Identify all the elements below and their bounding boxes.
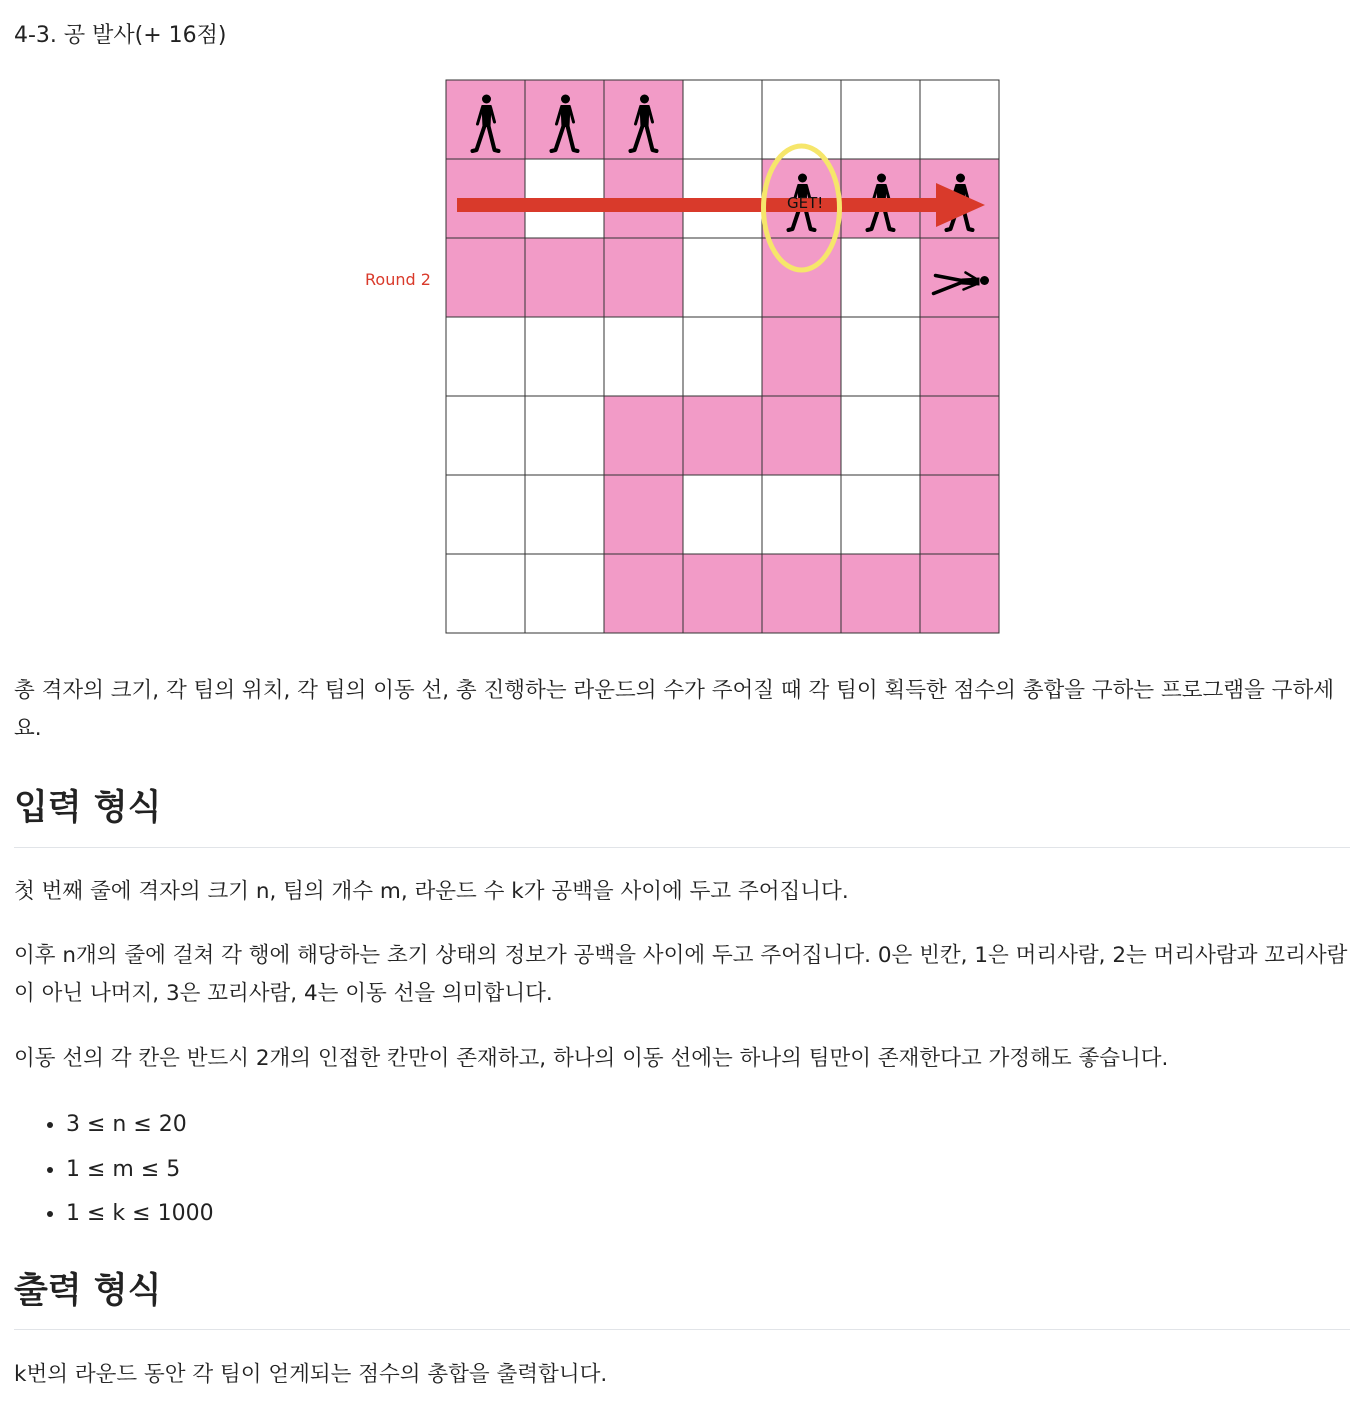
empty-cell: [604, 317, 683, 396]
path-cell: [604, 238, 683, 317]
path-cell: [762, 396, 841, 475]
input-paragraph: 이동 선의 각 칸은 반드시 2개의 인접한 칸만이 존재하고, 하나의 이동 선에는 하나의 팀만이 존재한다고 가정해도 좋습니다.: [14, 1046, 1169, 1071]
empty-cell: [446, 554, 525, 633]
heading-divider: [14, 1329, 1350, 1330]
path-cell: [604, 554, 683, 633]
output-format-heading: 출력 형식: [14, 1271, 162, 1311]
path-cell: [920, 554, 999, 633]
grid-diagram: [0, 78, 1360, 638]
path-cell: [920, 475, 999, 554]
path-cell: [683, 396, 762, 475]
path-cell: [604, 475, 683, 554]
empty-cell: [446, 317, 525, 396]
input-format-heading: 입력 형식: [14, 788, 162, 828]
get-label: GET!: [787, 194, 824, 212]
round-label: Round 2: [365, 270, 431, 289]
path-cell: [762, 317, 841, 396]
game-grid-figure: [0, 78, 1360, 638]
path-cell: [446, 238, 525, 317]
section-title: 4-3. 공 발사(+ 16점): [14, 23, 227, 48]
constraints-list: [20, 1103, 214, 1237]
problem-description: 총 격자의 크기, 각 팀의 위치, 각 팀의 이동 선, 총 진행하는 라운드의 수가 주어질 때 각 팀이 획득한 점수의 총합을 구하는 프로그램을 구하세요.: [14, 678, 1334, 741]
path-cell: [841, 554, 920, 633]
constraint-item: • 1 ≤ m ≤ 5: [66, 1148, 214, 1193]
empty-cell: [446, 475, 525, 554]
empty-cell: [841, 238, 920, 317]
output-paragraph: k번의 라운드 동안 각 팀이 얻게되는 점수의 총합을 출력합니다.: [14, 1362, 608, 1387]
path-cell: [604, 396, 683, 475]
empty-cell: [841, 475, 920, 554]
empty-cell: [683, 317, 762, 396]
empty-cell: [683, 238, 762, 317]
path-cell: [920, 396, 999, 475]
empty-cell: [525, 317, 604, 396]
path-cell: [920, 317, 999, 396]
empty-cell: [841, 317, 920, 396]
empty-cell: [841, 80, 920, 159]
input-paragraph: 첫 번째 줄에 격자의 크기 n, 팀의 개수 m, 라운드 수 k가 공백을 사이에 두고 주어집니다.: [14, 879, 849, 904]
empty-cell: [683, 80, 762, 159]
constraint-item: • 1 ≤ k ≤ 1000: [66, 1192, 214, 1237]
empty-cell: [841, 396, 920, 475]
heading-divider: [14, 847, 1350, 848]
constraint-item: • 3 ≤ n ≤ 20: [66, 1103, 214, 1148]
empty-cell: [683, 475, 762, 554]
input-paragraph: 이후 n개의 줄에 걸쳐 각 행에 해당하는 초기 상태의 정보가 공백을 사이에 두고 주어집니다. 0은 빈칸, 1은 머리사람, 2는 머리사람과 꼬리사람이 아닌 나머지, 3은 꼬리사람, 4는 이동 선을 의미합니다.: [14, 943, 1348, 1006]
empty-cell: [525, 554, 604, 633]
path-cell: [762, 554, 841, 633]
path-cell: [683, 554, 762, 633]
empty-cell: [762, 475, 841, 554]
path-cell: [525, 238, 604, 317]
empty-cell: [525, 396, 604, 475]
empty-cell: [525, 475, 604, 554]
empty-cell: [920, 80, 999, 159]
empty-cell: [446, 396, 525, 475]
